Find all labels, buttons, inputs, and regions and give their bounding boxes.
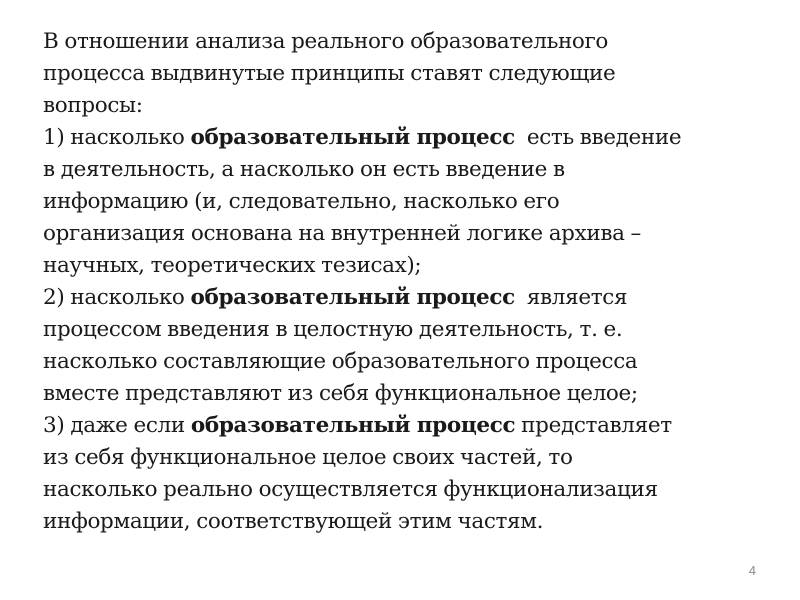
text-line	[43, 218, 783, 250]
text-run: 2) насколько	[43, 285, 191, 310]
text-run: в деятельность, а насколько он есть введение в	[43, 157, 565, 182]
text-run: В отношении анализа реального образовательного	[43, 29, 609, 54]
emphasized-term: образовательный процесс	[190, 125, 515, 150]
text-line	[43, 442, 783, 474]
text-run: 3) даже если	[43, 413, 191, 438]
text-line	[43, 410, 783, 442]
text-run: насколько составляющие образовательного процесса	[43, 349, 638, 374]
text-run: есть введение	[514, 125, 682, 150]
text-line	[43, 474, 783, 506]
text-run: организация основана на внутренней логике архива –	[43, 221, 641, 246]
text-line	[43, 250, 783, 282]
text-run: 1) насколько	[43, 125, 191, 150]
text-line	[43, 346, 783, 378]
slide-page-number: 4	[748, 563, 756, 578]
text-line	[43, 90, 783, 122]
text-run: вместе представляют из себя функциональное целое;	[43, 381, 638, 406]
emphasized-term: образовательный процесс	[190, 413, 516, 438]
text-run: представляет	[515, 413, 672, 438]
text-line	[43, 58, 783, 90]
text-run: научных, теоретических тезисах);	[43, 253, 422, 278]
text-run: является	[514, 285, 628, 310]
text-run: насколько реально осуществляется функционализация	[43, 477, 658, 502]
slide-body-text	[43, 26, 783, 538]
text-run: информации, соответствующей этим частям.	[43, 509, 544, 534]
text-run: процессом введения в целостную деятельность, т. е.	[43, 317, 623, 342]
text-run: процесса выдвинутые принципы ставят следующие	[43, 61, 616, 86]
text-line	[43, 186, 783, 218]
text-line	[43, 122, 783, 154]
emphasized-term: образовательный процесс	[190, 285, 515, 310]
text-line	[43, 26, 783, 58]
text-line	[43, 154, 783, 186]
text-line	[43, 282, 783, 314]
text-run: из себя функциональное целое своих частей, то	[43, 445, 573, 470]
text-run: информацию (и, следовательно, насколько его	[43, 189, 560, 214]
text-line	[43, 506, 783, 538]
text-line	[43, 378, 783, 410]
text-run: вопросы:	[43, 93, 143, 118]
text-line	[43, 314, 783, 346]
